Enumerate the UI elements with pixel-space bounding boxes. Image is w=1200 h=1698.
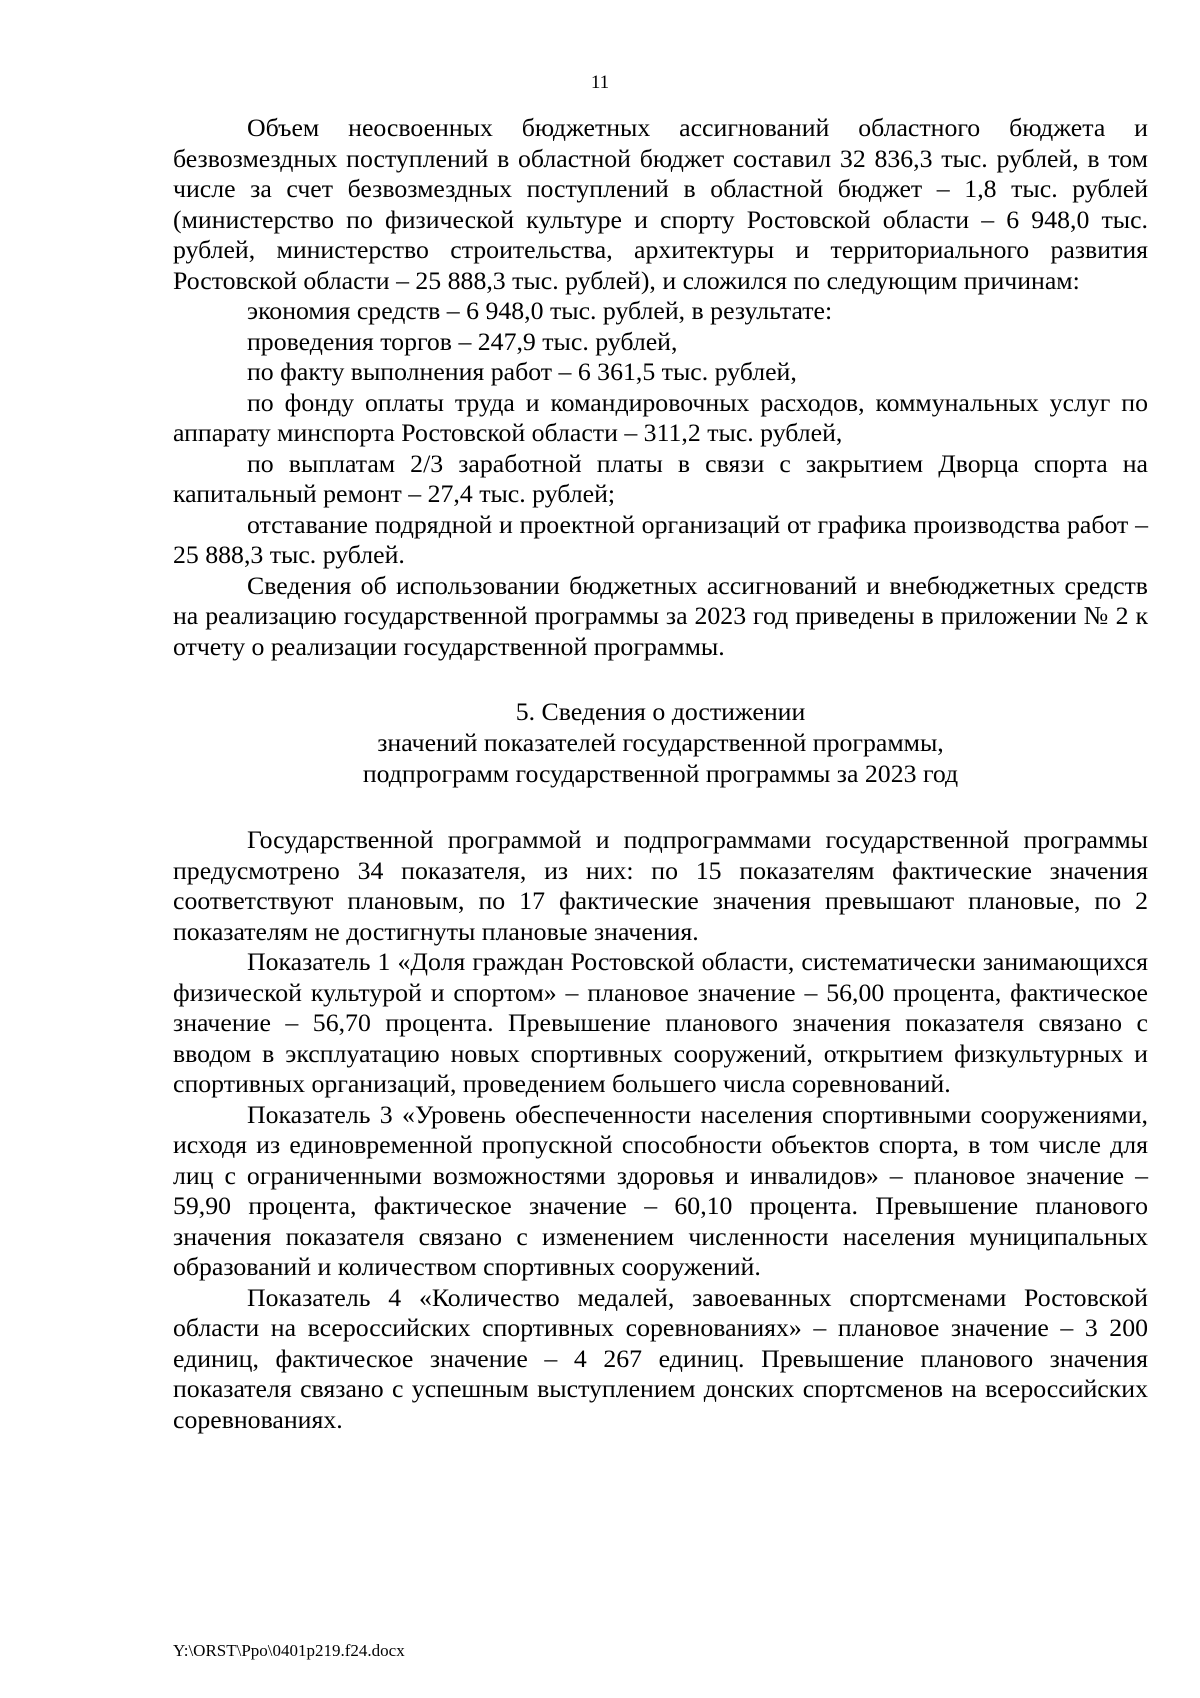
footer-file-path: Y:\ORST\Ppo\0401p219.f24.docx <box>173 1641 405 1660</box>
paragraph-savings: экономия средств – 6 948,0 тыс. рублей, в результате: <box>247 296 833 325</box>
page-number: 11 <box>590 72 610 93</box>
paragraph-indicator-4: Показатель 4 «Количество медалей, завоеванных спортсменами Ростовской области на всероссийских спортивных соревнованиях» – плановое значение – 3 200 единиц, фактическое значение – 4 267 единиц. Превышение планового значения показателя связано с успешным выступлением донских спортсменов на всероссийских соревнованиях. <box>173 1282 1148 1434</box>
section-heading-line-2: значений показателей государственной программы, <box>377 728 944 757</box>
paragraph-salary-payments: по выплатам 2/3 заработной платы в связи с закрытием Дворца спорта на капитальный ремонт – 27,4 тыс. рублей; <box>173 448 1148 508</box>
page-content <box>173 113 1148 1435</box>
paragraph-budget-info: Сведения об использовании бюджетных ассигнований и внебюджетных средств на реализацию государственной программы за 2023 год приведены в приложении № 2 к отчету о реализации государственной программы. <box>173 570 1148 661</box>
paragraph-indicators-summary: Государственной программой и подпрограммами государственной программы предусмотрено 34 показателя, из них: по 15 показателям фактические значения соответствуют плановым, по 17 фактические значения превышают плановые, по 2 показателям не достигнуты плановые значения. <box>173 825 1148 946</box>
section-heading-line-1: 5. Сведения о достижении <box>515 697 806 726</box>
section-heading-line-3: подпрограмм государственной программы за 2023 год <box>362 759 959 788</box>
section-heading <box>173 696 1148 789</box>
paragraph-tenders: проведения торгов – 247,9 тыс. рублей, <box>247 326 678 356</box>
paragraph-contractor-delay: отставание подрядной и проектной организаций от графика производства работ – 25 888,3 тыс. рублей. <box>173 509 1148 569</box>
paragraph-indicator-1: Показатель 1 «Доля граждан Ростовской области, систематически занимающихся физической культурой и спортом» – плановое значение – 56,00 процента, фактическое значение – 56,70 процента. Превышение планового значения показателя связано с вводом в эксплуатацию новых спортивных сооружений, открытием физкультурных и спортивных организаций, проведением большего числа соревнований. <box>173 947 1148 1098</box>
paragraph-unspent-funds: Объем неосвоенных бюджетных ассигнований областного бюджета и безвозмездных поступлений в областной бюджет составил 32 836,3 тыс. рублей, в том числе за счет безвозмездных поступлений в областной бюджет – 1,8 тыс. рублей (министерство по физической культуре и спорту Ростовской области – 6 948,0 тыс. рублей, министерство строительства, архитектуры и территориального развития Ростовской области – 25 888,3 тыс. рублей), и сложился по следующим причинам: <box>173 113 1148 295</box>
paragraph-payroll: по фонду оплаты труда и командировочных расходов, коммунальных услуг по аппарату минспорта Ростовской области – 311,2 тыс. рублей, <box>173 387 1148 447</box>
paragraph-work-performed: по факту выполнения работ – 6 361,5 тыс. рублей, <box>247 357 797 386</box>
paragraph-indicator-3: Показатель 3 «Уровень обеспеченности населения спортивными сооружениями, исходя из единовременной пропускной способности объектов спорта, в том числе для лиц с ограниченными возможностями здоровья и инвалидов» – плановое значение – 59,90 процента, фактическое значение – 60,10 процента. Превышение планового значения показателя связано с изменением численности населения муниципальных образований и количеством спортивных сооружений. <box>173 1099 1148 1281</box>
